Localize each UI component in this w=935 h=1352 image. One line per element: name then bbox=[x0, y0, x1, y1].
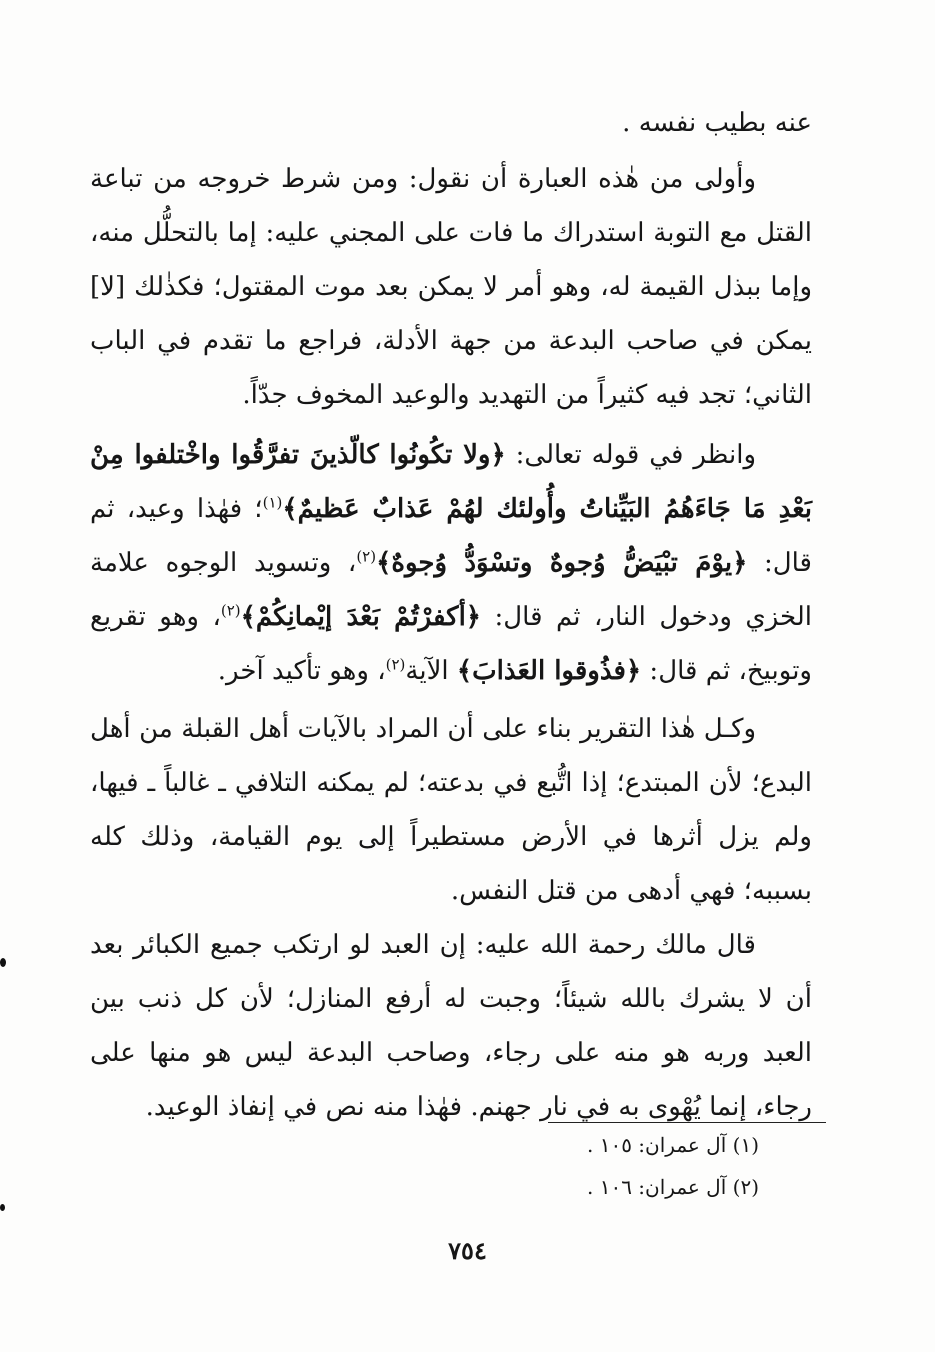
scan-speck bbox=[0, 958, 6, 967]
footnote-ref: (١) bbox=[262, 493, 283, 512]
text-segment: الآية bbox=[405, 656, 457, 686]
paragraph-1: وأولى من هٰذه العبارة أن نقول: ومن شرط خروجه من تباعة القتل مع التوبة استدراك ما فات على المجني عليه: إما بالتحلُّل منه، وإما ببذل القيمة له، وهو أمر لا يمكن بعد موت المقتول؛ فكذٰلك [لا] يمكن في صاحب البدعة من جهة الأدلة، فراجع ما تقدم في الباب الثاني؛ تجد فيه كثيراً من التهديد والوعيد المخوف جدّاً. bbox=[90, 164, 812, 410]
text-segment: ، وهو تقريع وتوبيخ، ثم قال: bbox=[90, 602, 812, 686]
text-segment: وانظر في قوله تعالى: bbox=[505, 440, 757, 470]
quran-quote: ﴿يوْمَ تبْيَضُّ وُجوهٌ وتسْوَدُّ وُجوهٌ﴾ bbox=[376, 548, 748, 578]
footnote-ref: (٢) bbox=[220, 601, 241, 620]
page-number: ٧٥٤ bbox=[448, 1236, 487, 1265]
footnote-1: (١) آل عمران: ١٠٥ . bbox=[587, 1133, 759, 1157]
quran-quote: ﴿فذُوقوا العَذابَ﴾ bbox=[456, 656, 642, 686]
footnote-2: (٢) آل عمران: ١٠٦ . bbox=[587, 1175, 759, 1199]
text-segment: ، وتسويد الوجوه علامة الخزي ودخول النار، ثم قال: bbox=[90, 548, 812, 632]
paragraph-2 bbox=[90, 428, 812, 698]
footnote-separator bbox=[548, 1122, 826, 1123]
quran-quote: ﴿ولا تكُونُوا كالّذينَ تفرَّقُوا واخْتلفوا مِنْ بَعْدِ مَا جَاءَهُمُ البَيِّناتُ وأُولئك لهُمْ عَذابٌ عَظيمٌ﴾ bbox=[90, 440, 813, 524]
footnote-ref: (٢) bbox=[385, 655, 406, 674]
quran-quote: ﴿أكفرْتُمْ بَعْدَ إيْمانِكُمْ﴾ bbox=[240, 602, 482, 632]
text-segment: ؛ فهٰذا وعيد، ثم قال: bbox=[90, 494, 812, 578]
paragraph-4: قال مالك رحمة الله عليه: إن العبد لو ارتكب جميع الكبائر بعد أن لا يشرك بالله شيئاً؛ وجبت له أرفع المنازل؛ لأن كل ذنب بين العبد وربه هو منه على رجاء، وصاحب البدعة ليس هو منها على رجاء، إنما يُهْوى به في نار جهنم. فهٰذا منه نص في إنفاذ الوعيد. bbox=[90, 930, 812, 1122]
scan-speck bbox=[0, 1204, 5, 1211]
text-segment: ، وهو تأكيد آخر. bbox=[217, 656, 386, 686]
paragraph-continuation: عنه بطيب نفسه . bbox=[622, 108, 812, 138]
footnote-ref: (٢) bbox=[356, 547, 377, 566]
paragraph-3: وكـل هٰذا التقرير بناء على أن المراد بالآيات أهل القبلة من أهل البدع؛ لأن المبتدع؛ إذا اتُّبع في بدعته؛ لم يمكنه التلافي ـ غالباً ـ فيها، ولم يزل أثرها في الأرض مستطيراً إلى يوم القيامة، وذلك كله بسببه؛ فهي أدهى من قتل النفس. bbox=[90, 714, 812, 906]
